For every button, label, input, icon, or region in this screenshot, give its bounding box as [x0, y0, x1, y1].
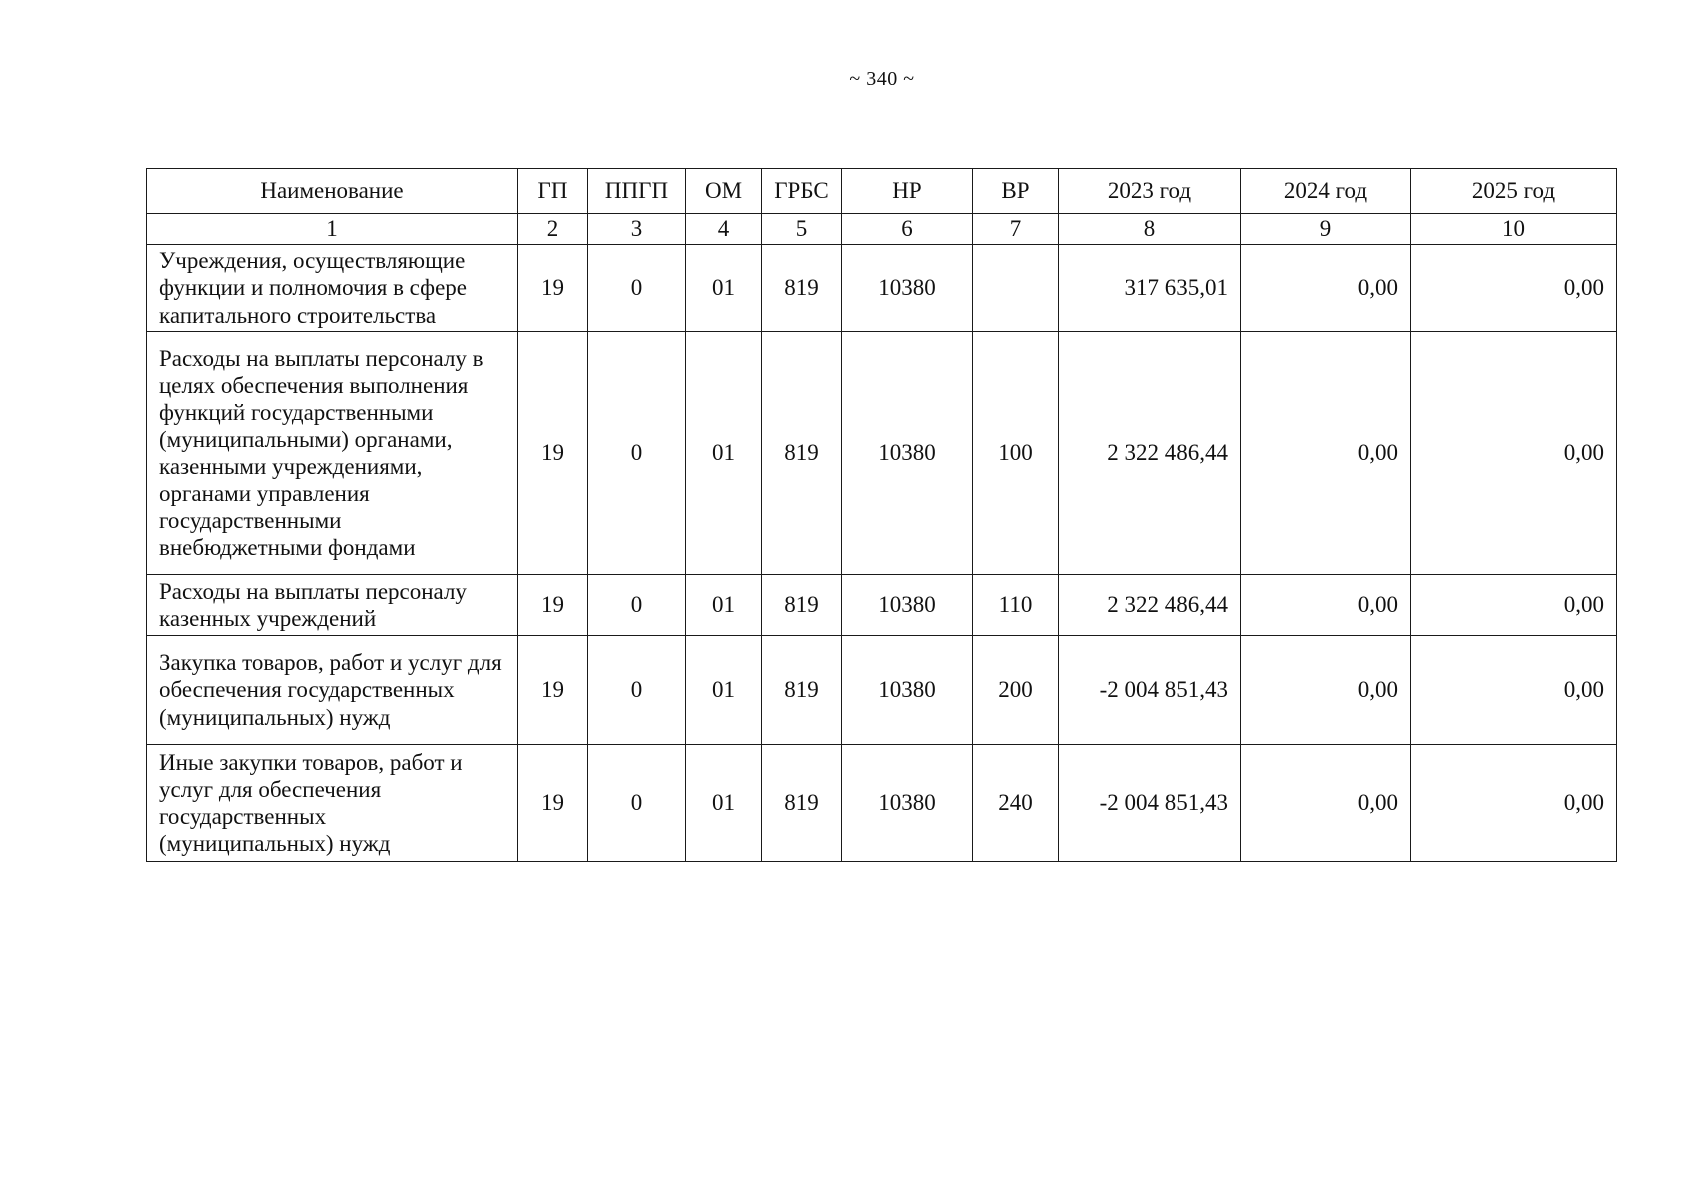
row-grbs: 819 [762, 332, 842, 575]
header-2025: 2025 год [1411, 169, 1617, 214]
row-2024: 0,00 [1241, 575, 1411, 636]
row-gp: 19 [518, 745, 588, 862]
header-name: Наименование [147, 169, 518, 214]
column-number: 9 [1241, 214, 1411, 245]
row-grbs: 819 [762, 745, 842, 862]
row-nr: 10380 [842, 575, 973, 636]
header-2024: 2024 год [1241, 169, 1411, 214]
row-2023: -2 004 851,43 [1059, 745, 1241, 862]
row-2024: 0,00 [1241, 245, 1411, 332]
row-2023: 317 635,01 [1059, 245, 1241, 332]
row-gp: 19 [518, 575, 588, 636]
header-row [147, 169, 1617, 214]
row-2025: 0,00 [1411, 745, 1617, 862]
row-2025: 0,00 [1411, 636, 1617, 745]
table-row [147, 636, 1617, 745]
column-number: 7 [973, 214, 1059, 245]
row-om: 01 [686, 245, 762, 332]
row-2023: -2 004 851,43 [1059, 636, 1241, 745]
header-vr: ВР [973, 169, 1059, 214]
row-nr: 10380 [842, 636, 973, 745]
row-om: 01 [686, 332, 762, 575]
header-gp: ГП [518, 169, 588, 214]
table-body [147, 245, 1617, 862]
row-2023: 2 322 486,44 [1059, 575, 1241, 636]
column-number: 4 [686, 214, 762, 245]
row-om: 01 [686, 636, 762, 745]
column-number: 3 [588, 214, 686, 245]
row-2025: 0,00 [1411, 245, 1617, 332]
row-ppgp: 0 [588, 245, 686, 332]
budget-table [146, 168, 1617, 862]
header-nr: НР [842, 169, 973, 214]
row-name: Иные закупки товаров, работ и услуг для обеспечения государственных (муниципальных) нужд [147, 745, 518, 862]
header-grbs: ГРБС [762, 169, 842, 214]
row-ppgp: 0 [588, 745, 686, 862]
row-2025: 0,00 [1411, 332, 1617, 575]
column-number: 2 [518, 214, 588, 245]
row-vr: 110 [973, 575, 1059, 636]
row-2025: 0,00 [1411, 575, 1617, 636]
column-number: 6 [842, 214, 973, 245]
row-grbs: 819 [762, 575, 842, 636]
table-row [147, 245, 1617, 332]
table-row [147, 332, 1617, 575]
column-number: 10 [1411, 214, 1617, 245]
row-2023: 2 322 486,44 [1059, 332, 1241, 575]
row-vr: 240 [973, 745, 1059, 862]
row-2024: 0,00 [1241, 332, 1411, 575]
page-number: ~ 340 ~ [849, 68, 915, 90]
row-ppgp: 0 [588, 575, 686, 636]
header-ppgp: ППГП [588, 169, 686, 214]
row-gp: 19 [518, 332, 588, 575]
row-vr: 200 [973, 636, 1059, 745]
row-om: 01 [686, 745, 762, 862]
row-name: Учреждения, осуществляющие функции и полномочия в сфере капитального строительства [147, 245, 518, 332]
row-2024: 0,00 [1241, 636, 1411, 745]
row-ppgp: 0 [588, 332, 686, 575]
row-name: Расходы на выплаты персоналу в целях обеспечения выполнения функций государственными (муниципальными) органами, казенными учреждениями, органами управления государственными внебюджетными фондами [147, 332, 518, 575]
column-number-row [147, 214, 1617, 245]
row-vr [973, 245, 1059, 332]
row-gp: 19 [518, 245, 588, 332]
row-name: Закупка товаров, работ и услуг для обеспечения государственных (муниципальных) нужд [147, 636, 518, 745]
column-number: 1 [147, 214, 518, 245]
header-om: ОМ [686, 169, 762, 214]
table-row [147, 745, 1617, 862]
header-2023: 2023 год [1059, 169, 1241, 214]
column-number: 8 [1059, 214, 1241, 245]
table-row [147, 575, 1617, 636]
row-vr: 100 [973, 332, 1059, 575]
row-gp: 19 [518, 636, 588, 745]
row-om: 01 [686, 575, 762, 636]
row-nr: 10380 [842, 745, 973, 862]
row-name: Расходы на выплаты персоналу казенных учреждений [147, 575, 518, 636]
table-header [147, 169, 1617, 245]
row-grbs: 819 [762, 245, 842, 332]
row-ppgp: 0 [588, 636, 686, 745]
row-2024: 0,00 [1241, 745, 1411, 862]
column-number: 5 [762, 214, 842, 245]
row-nr: 10380 [842, 245, 973, 332]
row-grbs: 819 [762, 636, 842, 745]
row-nr: 10380 [842, 332, 973, 575]
